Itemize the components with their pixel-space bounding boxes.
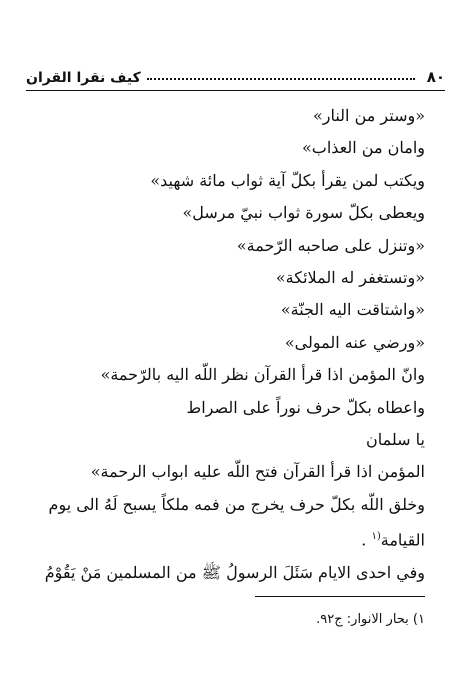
text-line: ويعطى بكلّ سورة ثواب نبيّ مرسل» bbox=[182, 203, 425, 223]
text-line: وانّ المؤمن اذا قرأ القرآن نظر اللّه اليه بالرّحمة» bbox=[100, 365, 425, 385]
page-body bbox=[28, 100, 425, 590]
text-line: «واشتاقت اليه الجنّة» bbox=[280, 300, 425, 320]
running-title: كيف نقرا القران bbox=[26, 70, 141, 86]
text-line: وخلق اللّه بكلّ حرف يخرج من فمه ملكاً يسبح لَهُ الى يوم bbox=[48, 494, 425, 514]
text-line-with-footnote: القيامة$^{(١}$ . bbox=[361, 530, 425, 550]
text-line: ويكتب لمن يقرأ بكلّ آية ثواب مائة شهيد» bbox=[150, 170, 425, 190]
text-line: «وتنزل على صاحبه الرّحمة» bbox=[236, 235, 425, 255]
text-line: «ورضي عنه المولى» bbox=[284, 332, 425, 352]
text-line: وامان من العذاب» bbox=[301, 138, 425, 158]
footnote: ١) بحار الانوار: ج٩٢. bbox=[316, 612, 425, 627]
dotted-leader bbox=[147, 78, 415, 80]
text-line: وفي احدى الايام سَئَلَ الرسولُ ﷺ من المسلمين مَنْ يَقُوْمُ bbox=[44, 563, 425, 583]
footnote-rule bbox=[255, 596, 425, 597]
text-line: يا سلمان bbox=[366, 429, 425, 449]
text-line: «وتستغفر له الملائكة» bbox=[275, 267, 425, 287]
footnote-marker: (١ bbox=[371, 531, 381, 543]
header-rule bbox=[26, 90, 445, 91]
page-header bbox=[26, 58, 445, 86]
page-number: ٨٠ bbox=[426, 68, 445, 86]
text-line: «وستر من النار» bbox=[312, 106, 425, 125]
text-line: المؤمن اذا قرأ القرآن فتح اللّه عليه ابواب الرحمة» bbox=[90, 462, 425, 482]
text-fragment: القيامة bbox=[380, 530, 425, 550]
text-line: واعطاه بكلّ حرف نوراً على الصراط bbox=[186, 397, 425, 417]
